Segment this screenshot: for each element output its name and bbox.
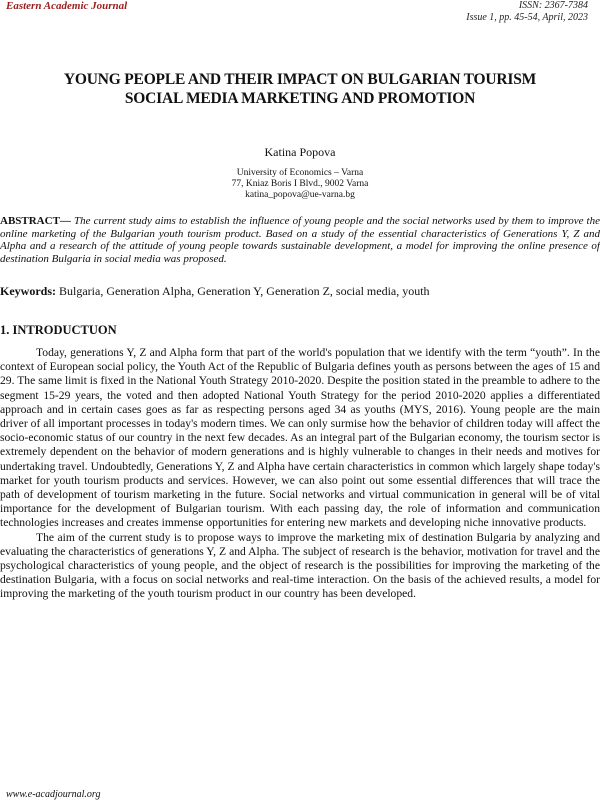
issue-info: Issue 1, pp. 45-54, April, 2023 bbox=[466, 12, 588, 23]
abstract-text: The current study aims to establish the influence of young people and the social networks used by them to improve the online marketing of the Bulgarian youth tourism product. Based on a study of the essential characteristics of Generations Y, Z and Alpha and a research of the attitude of young people towards sustainable development, a model for improving the online presence of destination Bulgaria in social media was proposed. bbox=[0, 215, 600, 265]
journal-info bbox=[466, 0, 588, 24]
footer-url[interactable]: www.e-acadjournal.org bbox=[6, 789, 101, 800]
title-line-1: YOUNG PEOPLE AND THEIR IMPACT ON BULGARIAN TOURISM bbox=[63, 71, 537, 88]
section-heading: 1. INTRODUCTUON bbox=[0, 323, 117, 337]
author-affiliation bbox=[0, 168, 600, 201]
keywords-text: Bulgaria, Generation Alpha, Generation Y, Generation Z, social media, youth bbox=[56, 284, 430, 298]
paragraph: Today, generations Y, Z and Alpha form that part of the world's population that we identify with the term “youth”. In the context of European social policy, the Youth Act of the Republic of Bulgaria defines youth as persons between the ages of 15 and 29. The same limit is fixed in the National Youth Strategy 2010-2020. Despite the position stated in the preamble to adhere to the segment 15-29 years, the voted and then adopted National Youth Strategy for the period 2010-2020 applies a differentiated approach and in certain cases goes as far as respecting persons aged 34 as youths (MYS, 2016). Young people are the main driver of all important processes in today's modern times. We can only surmise how the behavior of children today will affect the socio-economic status of our country in the next few decades. As an integral part of the Bulgarian economy, the tourism sector is extremely dependent on the behavior of modern generations and is highly vulnerable to changes in their needs and motives for undertaking travel. Undoubtedly, Generations Y, Z and Alpha have certain characteristics in common which largely shape today's market for youth tourism products and services. However, we can also point out some essential differences that will trace the path of development of tourism marketing in the future. Social networks and virtual communication in general will be of vital importance for the development of Bulgarian tourism. With each passing day, the role of information and communication technologies increases and creates immense opportunities for entering new markets and developing niche innovative products. bbox=[0, 346, 600, 530]
title-line-2: SOCIAL MEDIA MARKETING AND PROMOTION bbox=[124, 90, 476, 107]
journal-name: Eastern Academic Journal bbox=[6, 0, 128, 12]
address: 77, Kniaz Boris I Blvd., 9002 Varna bbox=[231, 179, 369, 189]
email: katina_popova@ue-varna.bg bbox=[245, 190, 355, 200]
paper-title bbox=[20, 70, 580, 108]
issn: ISSN: 2367-7384 bbox=[518, 0, 588, 11]
paragraph: The aim of the current study is to propose ways to improve the marketing mix of destination Bulgaria by analyzing and evaluating the characteristics of generations Y, Z and Alpha. The subject of research is the behavior, motivation for travel and the psychological characteristics of young people, and the object of research is the possibilities for improving the marketing of the destination Bulgaria, with a focus on social networks and real-time interaction. On the basis of the achieved results, a model for improving the marketing of the youth tourism product in our country has been developed. bbox=[0, 530, 600, 601]
abstract-label: ABSTRACT— bbox=[0, 215, 71, 227]
affiliation: University of Economics – Varna bbox=[236, 168, 364, 178]
abstract bbox=[0, 215, 600, 265]
author-name: Katina Popova bbox=[264, 145, 336, 159]
keywords bbox=[0, 284, 600, 299]
keywords-label: Keywords: bbox=[0, 284, 56, 298]
section-body bbox=[0, 346, 600, 602]
